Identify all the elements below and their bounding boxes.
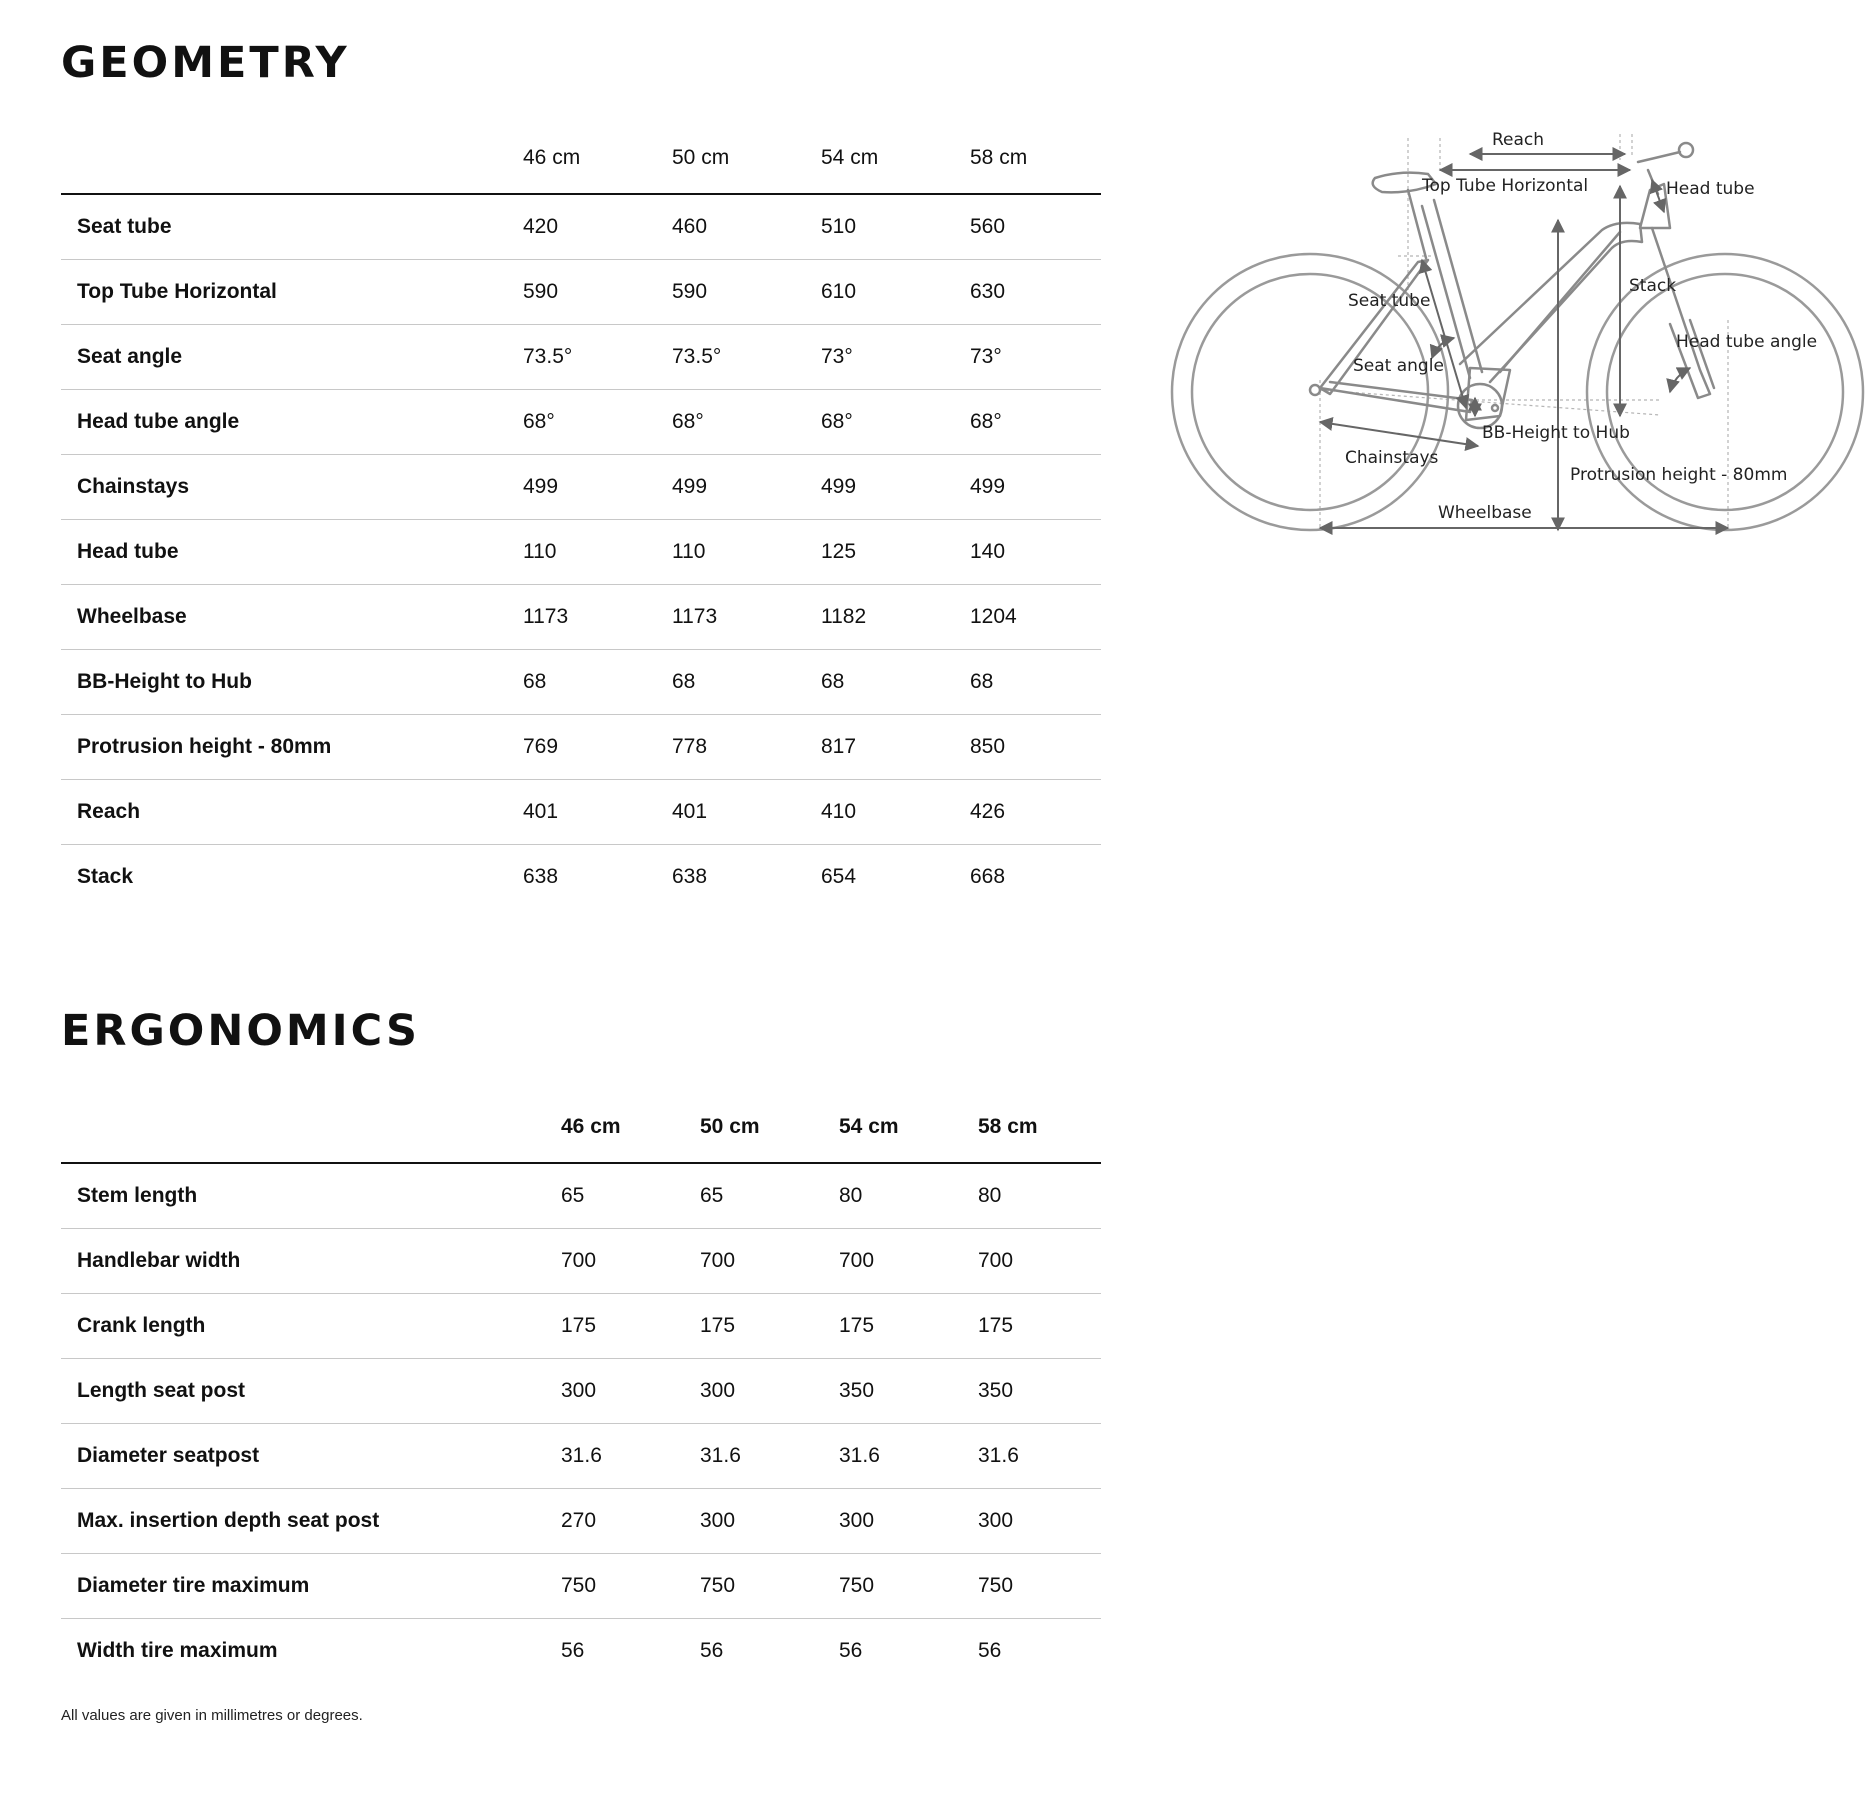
geometry-size-header: 54 cm <box>821 123 970 194</box>
ergonomics-row-label: Length seat post <box>61 1359 561 1424</box>
bike-geometry-diagram <box>1170 120 1870 540</box>
ergonomics-value-cell: 31.6 <box>839 1424 978 1489</box>
ergonomics-value-cell: 750 <box>839 1554 978 1619</box>
diagram-label-reach: Reach <box>1492 130 1545 150</box>
geometry-value-cell: 68 <box>970 650 1101 715</box>
ergonomics-row-label: Handlebar width <box>61 1229 561 1294</box>
geometry-row-label: Head tube <box>61 520 523 585</box>
geometry-row-label: Chainstays <box>61 455 523 520</box>
ergonomics-value-cell: 80 <box>978 1163 1101 1229</box>
geometry-value-cell: 769 <box>523 715 672 780</box>
geometry-value-cell: 460 <box>672 194 821 260</box>
ergonomics-value-cell: 750 <box>978 1554 1101 1619</box>
geometry-value-cell: 630 <box>970 260 1101 325</box>
ergonomics-header-row <box>61 1092 1101 1163</box>
geometry-value-cell: 499 <box>523 455 672 520</box>
ergonomics-row-label: Diameter tire maximum <box>61 1554 561 1619</box>
geometry-row <box>61 845 1101 910</box>
geometry-row-label: Stack <box>77 865 134 888</box>
diagram-label-seat-angle: Seat angle <box>1353 356 1444 376</box>
ergonomics-value-cell: 270 <box>561 1489 700 1554</box>
ergonomics-value-cell: 300 <box>978 1489 1101 1554</box>
geometry-size-header: 58 cm <box>970 123 1101 194</box>
units-footnote: All values are given in millimetres or degrees. <box>61 1707 363 1724</box>
ergonomics-row <box>61 1489 1101 1554</box>
ergonomics-size-header: 54 cm <box>839 1092 978 1163</box>
ergonomics-value-cell: 56 <box>700 1639 724 1662</box>
ergonomics-value-cell: 700 <box>561 1229 700 1294</box>
geometry-value-cell: 638 <box>672 865 708 888</box>
diagram-label-head-tube: Head tube <box>1666 179 1755 199</box>
geometry-value-cell: 638 <box>523 865 559 888</box>
geometry-value-cell: 1182 <box>821 585 970 650</box>
geometry-value-cell: 610 <box>821 260 970 325</box>
geometry-value-cell: 590 <box>672 260 821 325</box>
geometry-value-cell: 590 <box>523 260 672 325</box>
ergonomics-value-cell: 750 <box>700 1554 839 1619</box>
geometry-row-label: Head tube angle <box>61 390 523 455</box>
geometry-row <box>61 455 1101 520</box>
ergonomics-value-cell: 31.6 <box>561 1424 700 1489</box>
geometry-value-cell: 499 <box>821 455 970 520</box>
geometry-value-cell: 68° <box>970 390 1101 455</box>
diagram-label-wheelbase: Wheelbase <box>1438 503 1532 523</box>
geometry-row <box>61 520 1101 585</box>
geometry-value-cell: 778 <box>672 715 821 780</box>
geometry-header-blank <box>61 123 523 194</box>
ergonomics-value-cell: 175 <box>839 1294 978 1359</box>
ergonomics-value-cell: 300 <box>700 1489 839 1554</box>
ergonomics-size-header: 46 cm <box>561 1092 700 1163</box>
geometry-value-cell: 68° <box>672 390 821 455</box>
geometry-value-cell: 68 <box>821 650 970 715</box>
ergonomics-row <box>61 1619 1101 1684</box>
ergonomics-value-cell: 65 <box>700 1163 839 1229</box>
ergonomics-row-label: Crank length <box>61 1294 561 1359</box>
ergonomics-row <box>61 1424 1101 1489</box>
diagram-label-top-tube: Top Tube Horizontal <box>1422 176 1589 196</box>
geometry-value-cell: 73.5° <box>523 325 672 390</box>
diagram-label-seat-tube: Seat tube <box>1348 291 1431 311</box>
geometry-row <box>61 650 1101 715</box>
geometry-header-row <box>61 123 1101 194</box>
ergonomics-value-cell: 31.6 <box>700 1424 839 1489</box>
ergonomics-value-cell: 300 <box>561 1359 700 1424</box>
geometry-value-cell: 499 <box>970 455 1101 520</box>
ergonomics-row <box>61 1229 1101 1294</box>
ergonomics-value-cell: 56 <box>839 1639 863 1662</box>
geometry-row <box>61 585 1101 650</box>
diagram-label-chainstays: Chainstays <box>1345 448 1439 468</box>
geometry-value-cell: 68° <box>821 390 970 455</box>
ergonomics-row <box>61 1294 1101 1359</box>
geometry-value-cell: 110 <box>672 520 821 585</box>
geometry-row-label: Reach <box>61 780 523 845</box>
ergonomics-value-cell: 65 <box>561 1163 700 1229</box>
geometry-value-cell: 499 <box>672 455 821 520</box>
geometry-value-cell: 1173 <box>523 585 672 650</box>
ergonomics-value-cell: 56 <box>561 1639 585 1662</box>
geometry-value-cell: 125 <box>821 520 970 585</box>
geometry-value-cell: 401 <box>523 780 672 845</box>
geometry-row <box>61 194 1101 260</box>
geometry-value-cell: 73° <box>821 325 970 390</box>
ergonomics-value-cell: 700 <box>700 1229 839 1294</box>
ergonomics-row <box>61 1359 1101 1424</box>
geometry-value-cell: 110 <box>523 520 672 585</box>
ergonomics-row <box>61 1163 1101 1229</box>
geometry-size-header: 50 cm <box>672 123 821 194</box>
bike-geometry-illustration <box>1170 120 1870 540</box>
geometry-value-cell: 1204 <box>970 585 1101 650</box>
geometry-value-cell: 401 <box>672 780 821 845</box>
geometry-row-label: Seat tube <box>61 194 523 260</box>
ergonomics-value-cell: 175 <box>700 1294 839 1359</box>
ergonomics-value-cell: 300 <box>700 1359 839 1424</box>
ergonomics-title: ERGONOMICS <box>61 1006 420 1056</box>
geometry-value-cell: 68° <box>523 390 672 455</box>
diagram-label-protrusion: Protrusion height - 80mm <box>1570 465 1788 485</box>
geometry-value-cell: 68 <box>523 650 672 715</box>
geometry-value-cell: 668 <box>970 865 1006 888</box>
geometry-value-cell: 510 <box>821 194 970 260</box>
geometry-value-cell: 68 <box>672 650 821 715</box>
ergonomics-row-label: Diameter seatpost <box>61 1424 561 1489</box>
geometry-table <box>61 123 1101 909</box>
geometry-row-label: Top Tube Horizontal <box>61 260 523 325</box>
geometry-value-cell: 654 <box>821 865 857 888</box>
ergonomics-value-cell: 350 <box>978 1359 1101 1424</box>
geometry-value-cell: 817 <box>821 715 970 780</box>
geometry-row-label: BB-Height to Hub <box>61 650 523 715</box>
ergonomics-value-cell: 750 <box>561 1554 700 1619</box>
ergonomics-value-cell: 350 <box>839 1359 978 1424</box>
ergonomics-size-header: 58 cm <box>978 1092 1101 1163</box>
geometry-value-cell: 1173 <box>672 585 821 650</box>
geometry-value-cell: 850 <box>970 715 1101 780</box>
ergonomics-value-cell: 31.6 <box>978 1424 1101 1489</box>
ergonomics-value-cell: 700 <box>839 1229 978 1294</box>
ergonomics-value-cell: 175 <box>978 1294 1101 1359</box>
ergonomics-value-cell: 300 <box>839 1489 978 1554</box>
ergonomics-row-label: Width tire maximum <box>77 1639 278 1662</box>
geometry-value-cell: 73.5° <box>672 325 821 390</box>
geometry-row-label: Wheelbase <box>61 585 523 650</box>
geometry-row <box>61 715 1101 780</box>
geometry-value-cell: 420 <box>523 194 672 260</box>
geometry-row-label: Seat angle <box>61 325 523 390</box>
ergonomics-value-cell: 175 <box>561 1294 700 1359</box>
geometry-row <box>61 780 1101 845</box>
geometry-row <box>61 260 1101 325</box>
ergonomics-value-cell: 700 <box>978 1229 1101 1294</box>
geometry-value-cell: 426 <box>970 780 1101 845</box>
geometry-row-label: Protrusion height - 80mm <box>61 715 523 780</box>
ergonomics-header-blank <box>61 1092 561 1163</box>
ergonomics-row-label: Stem length <box>61 1163 561 1229</box>
ergonomics-row <box>61 1554 1101 1619</box>
ergonomics-value-cell: 56 <box>978 1639 1002 1662</box>
diagram-label-stack: Stack <box>1629 276 1677 296</box>
geometry-value-cell: 410 <box>821 780 970 845</box>
ergonomics-size-header: 50 cm <box>700 1092 839 1163</box>
geometry-title: GEOMETRY <box>61 38 350 88</box>
ergonomics-value-cell: 80 <box>839 1163 978 1229</box>
geometry-value-cell: 73° <box>970 325 1101 390</box>
geometry-value-cell: 140 <box>970 520 1101 585</box>
diagram-label-head-tube-angle: Head tube angle <box>1676 332 1818 352</box>
diagram-label-bb-height: BB-Height to Hub <box>1482 423 1630 443</box>
ergonomics-row-label: Max. insertion depth seat post <box>61 1489 561 1554</box>
geometry-value-cell: 560 <box>970 194 1101 260</box>
geometry-row <box>61 325 1101 390</box>
geometry-row <box>61 390 1101 455</box>
geometry-size-header: 46 cm <box>523 123 672 194</box>
ergonomics-table <box>61 1092 1101 1683</box>
